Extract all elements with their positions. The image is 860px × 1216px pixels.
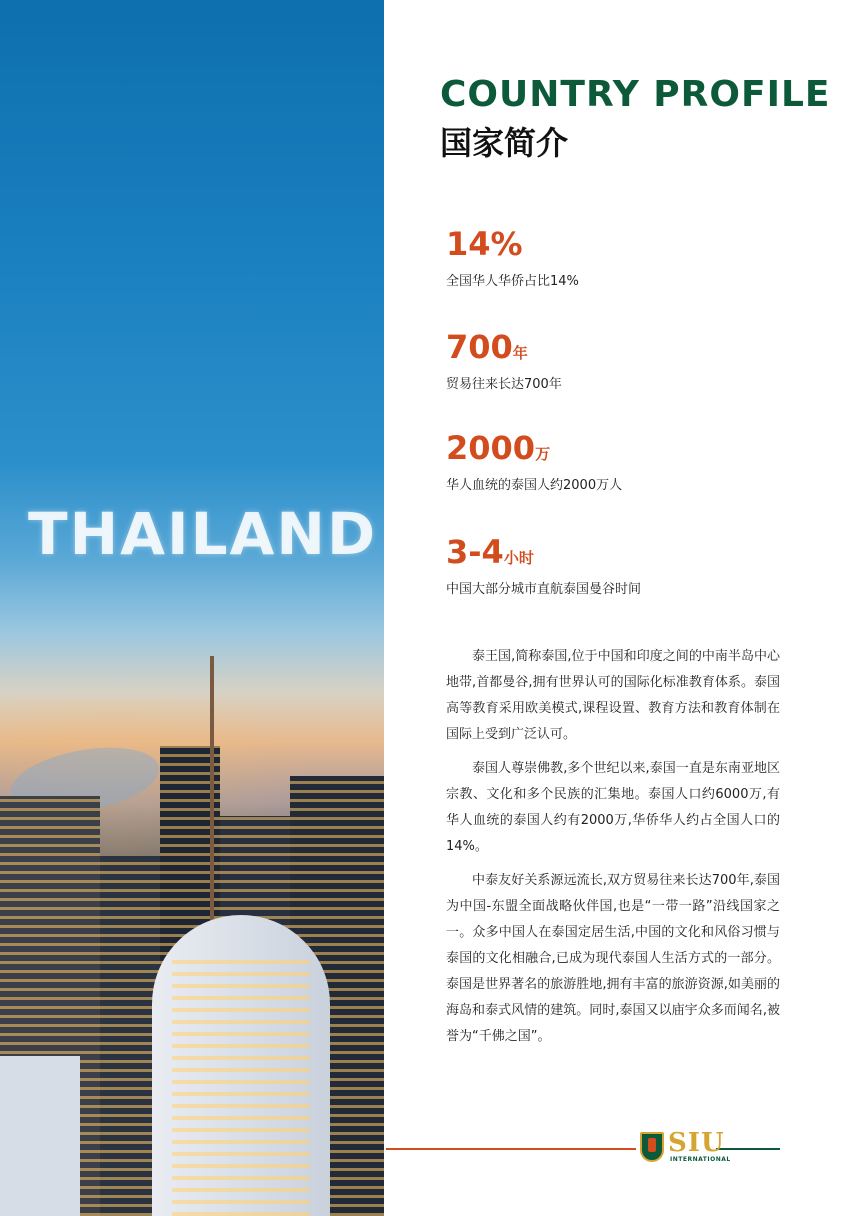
body-text [446,644,780,1058]
page-title-cn: 国家简介 [440,124,569,162]
stat-value: 3-4小时 [446,533,534,571]
stat-item [446,430,622,493]
siu-logo [640,1128,780,1166]
stat-desc: 全国华人华侨占比14% [446,274,579,289]
white-tower-building [152,915,330,1216]
stat-value: 14% [446,225,523,263]
stat-item [446,329,562,392]
building [0,1056,80,1216]
footer-divider-left [386,1148,636,1150]
paragraph: 中泰友好关系源远流长,双方贸易往来长达700年,泰国为中国-东盟全面战略伙伴国,也是“一带一路”沿线国家之一。众多中国人在泰国定居生活,中国的文化和风俗习惯与泰国的文化相融合,已成为现代泰国人生活方式的一部分。泰国是世界著名的旅游胜地,拥有丰富的旅游资源,如美丽的海岛和泰式风情的建筑。同时,泰国又以庙宇众多而闻名,被誉为“千佛之国”。 [446,873,780,1044]
stat-desc: 贸易往来长达700年 [446,377,562,392]
stat-desc: 中国大部分城市直航泰国曼谷时间 [446,582,642,597]
stat-item [446,534,641,597]
stat-value: 700年 [446,328,528,366]
logo-subtext: INTERNATIONAL [670,1156,731,1163]
thailand-city-photo [0,0,384,1216]
paragraph: 泰王国,简称泰国,位于中国和印度之间的中南半岛中心地带,首都曼谷,拥有世界认可的国际化标准教育体系。泰国高等教育采用欧美模式,课程设置、教育方法和教育体制在国际上受到广泛认可。 [446,649,780,742]
stat-desc: 华人血统的泰国人约2000万人 [446,478,623,493]
stat-item [446,226,579,289]
stat-value: 2000万 [446,429,551,467]
thailand-overlay-text: THAILAND [28,500,378,568]
logo-text: SIU [668,1128,725,1158]
shield-icon [640,1132,664,1162]
paragraph: 泰国人尊崇佛教,多个世纪以来,泰国一直是东南亚地区宗教、文化和多个民族的汇集地。泰国人口约6000万,有华人血统的泰国人约有2000万,华侨华人约占全国人口的14%。 [446,761,780,854]
building [100,856,160,1216]
page-title-en: COUNTRY PROFILE [440,74,831,115]
